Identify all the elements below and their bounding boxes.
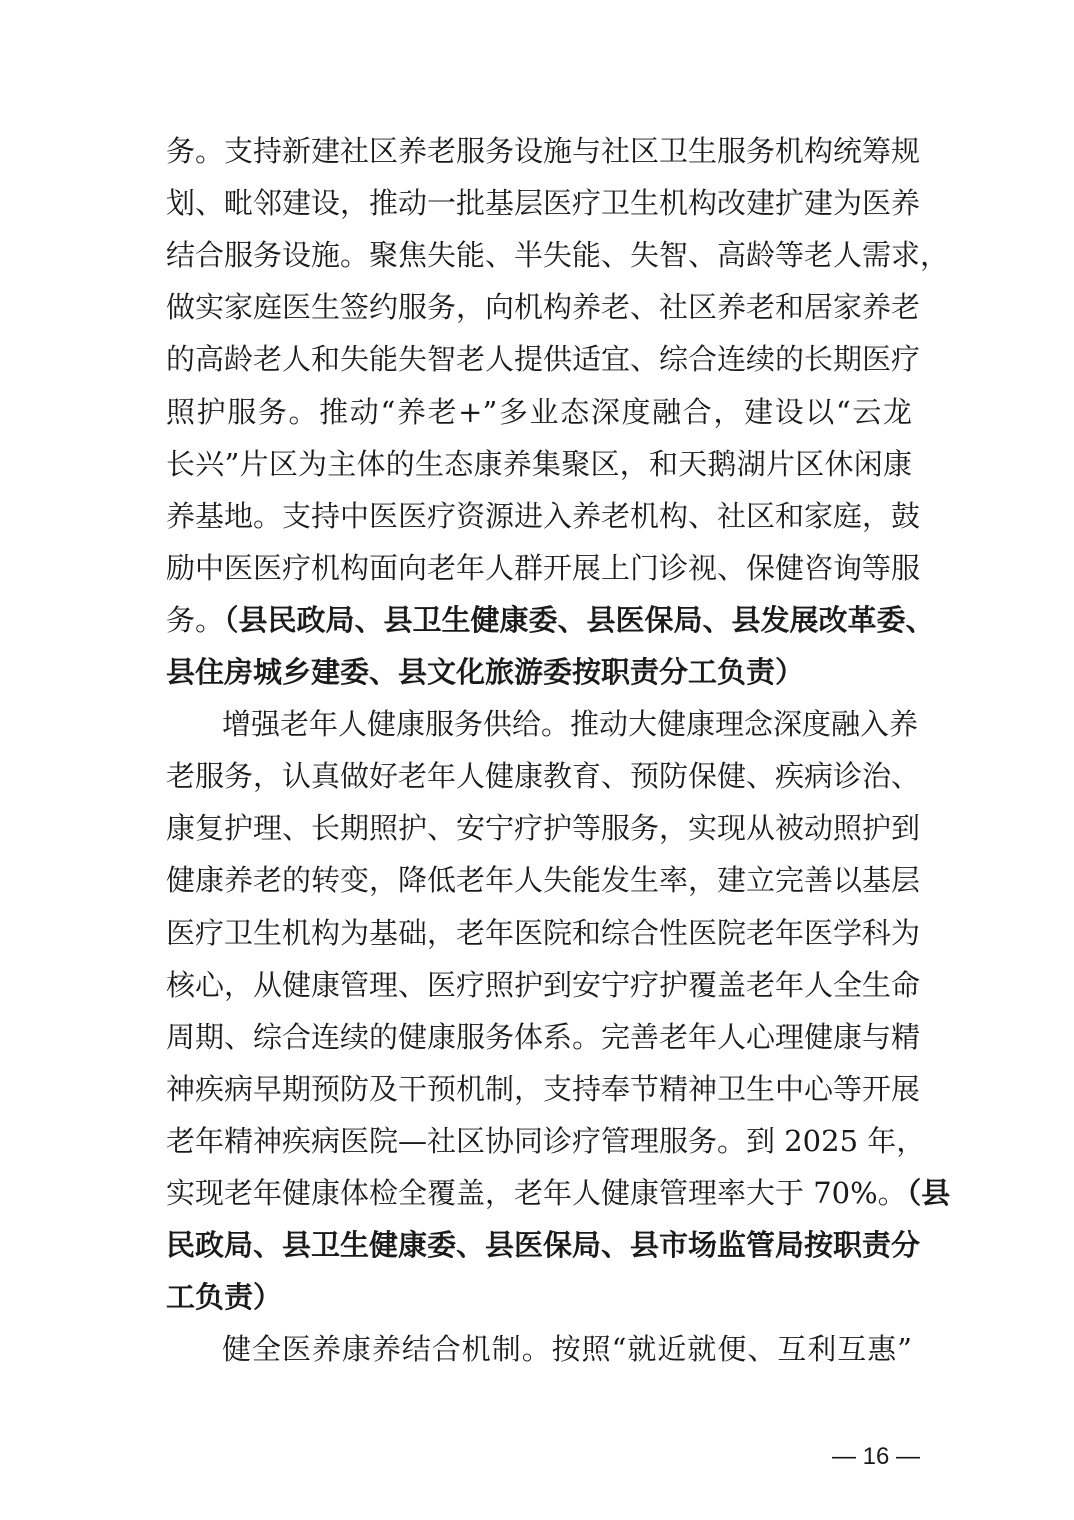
text-line	[166, 907, 921, 959]
text-line	[166, 750, 921, 802]
body-text-segment: 养基地。支持中医医疗资源进入养老机构、社区和家庭，鼓	[166, 498, 921, 533]
body-text-segment: 增强老年人健康服务供给。推动大健康理念深度融入养	[222, 707, 919, 742]
responsibility-text: （县	[906, 1176, 951, 1210]
text-line	[166, 281, 921, 333]
text-line	[166, 646, 912, 698]
text-line	[166, 177, 921, 229]
body-text-segment: 康复护理、长期照护、安宁疗护等服务，实现从被动照护到	[166, 811, 921, 846]
text-line	[166, 854, 921, 906]
text-line	[166, 542, 921, 594]
text-line	[166, 802, 921, 854]
body-text-segment: 老服务，认真做好老年人健康教育、预防保健、疾病诊治、	[166, 759, 921, 794]
body-text-segment: 划、毗邻建设，推动一批基层医疗卫生机构改建扩建为医养	[166, 186, 921, 221]
body-text-segment: 务。	[166, 602, 225, 637]
text-line	[166, 229, 950, 281]
text-line	[166, 1167, 951, 1219]
text-line	[222, 698, 919, 750]
text-line	[166, 438, 912, 490]
text-line	[166, 333, 921, 385]
body-text-segment: 照护服务。推动“养老+”多业态深度融合，建设以“云龙	[166, 394, 912, 429]
text-line	[222, 1323, 912, 1375]
body-text-segment: 医疗卫生机构为基础，老年医院和综合性医院老年医学科为	[166, 915, 921, 950]
responsibility-text: 民政局、县卫生健康委、县医保局、县市场监管局按职责分	[166, 1228, 921, 1263]
text-line	[166, 1271, 912, 1323]
text-line	[166, 125, 921, 177]
responsibility-text: 县住房城乡建委、县文化旅游委按职责分工负责）	[166, 655, 805, 689]
body-text-segment: 健全医养康养结合机制。按照“就近就便、互利互惠”	[222, 1332, 912, 1367]
text-line	[166, 490, 921, 542]
body-text-segment: 健康养老的转变，降低老年人失能发生率，建立完善以基层	[166, 863, 921, 898]
body-text-segment: 务。支持新建社区养老服务设施与社区卫生服务机构统筹规	[166, 134, 921, 168]
text-line	[166, 1011, 921, 1063]
body-text-segment: 神疾病早期预防及干预机制，支持奉节精神卫生中心等开展	[166, 1071, 921, 1106]
responsibility-text: （县民政局、县卫生健康委、县医保局、县发展改革委、	[224, 602, 935, 637]
body-text-segment: 做实家庭医生签约服务，向机构养老、社区养老和居家养老	[166, 290, 921, 325]
text-line	[166, 1115, 926, 1167]
text-line	[166, 1063, 921, 1115]
body-text-segment: 老年精神疾病医院—社区协同诊疗管理服务。到 2025 年，	[166, 1123, 926, 1158]
body-text-segment: 核心，从健康管理、医疗照护到安宁疗护覆盖老年人全生命	[166, 967, 921, 1002]
body-text-segment: 长兴”片区为主体的生态康养集聚区，和天鹅湖片区休闲康	[166, 446, 912, 481]
body-text-segment: 的高龄老人和失能失智老人提供适宜、综合连续的长期医疗	[166, 342, 921, 377]
body-text-segment: 周期、综合连续的健康服务体系。完善老年人心理健康与精	[166, 1019, 921, 1054]
body-text-segment: 实现老年健康体检全覆盖，老年人健康管理率大于 70%。	[166, 1176, 907, 1210]
text-line	[166, 594, 935, 646]
text-line	[166, 1219, 921, 1271]
body-text-segment: 励中医医疗机构面向老年人群开展上门诊视、保健咨询等服	[166, 550, 921, 585]
page-number: — 16 —	[831, 1443, 920, 1470]
responsibility-text: 工负责）	[166, 1280, 283, 1315]
text-line	[166, 959, 921, 1011]
body-text-segment: 结合服务设施。聚焦失能、半失能、失智、高龄等老人需求，	[166, 238, 950, 273]
text-line	[166, 386, 912, 438]
